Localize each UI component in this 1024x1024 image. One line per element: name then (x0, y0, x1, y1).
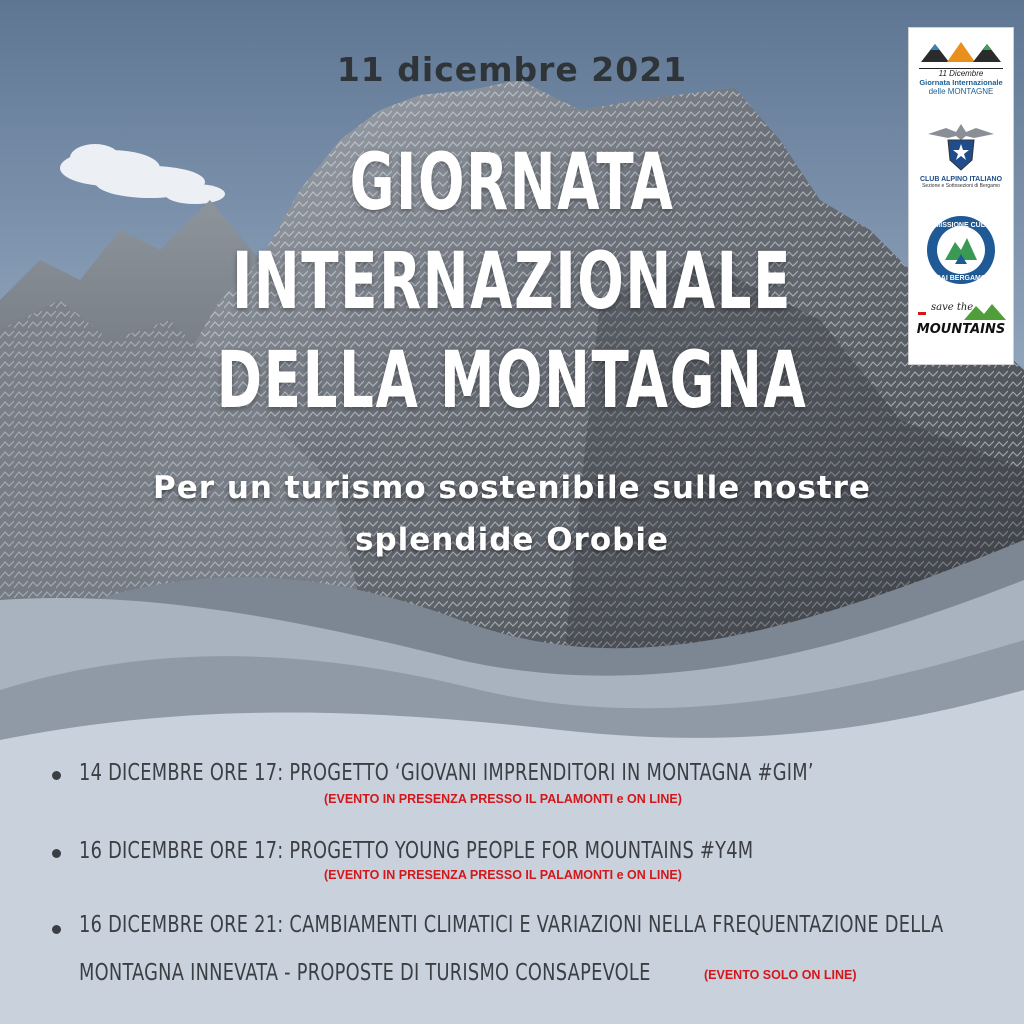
bullet-icon (52, 925, 61, 934)
event-date: 11 dicembre 2021 (336, 50, 688, 89)
subtitle-line-2: splendide Orobie (355, 522, 669, 558)
commissione-cultura-badge-icon (918, 214, 1004, 286)
logo2-line2: Sezione e Sottosezioni di Bergamo (922, 183, 1000, 189)
logo1-line2: Giornata Internazionale (919, 78, 1003, 87)
subtitle (40, 462, 984, 566)
save-the-mountains-logo (909, 300, 1013, 337)
cai-logo (909, 120, 1013, 189)
giornata-montagne-logo (909, 38, 1013, 96)
title-line-1: GIORNATA (349, 138, 675, 228)
event-1-text: 14 DICEMBRE ORE 17: PROGETTO ‘GIOVANI IMPRENDITORI IN MONTAGNA #GIM’ (79, 760, 814, 786)
bullet-icon (52, 849, 61, 858)
event-2-note: (EVENTO IN PRESENZA PRESSO IL PALAMONTI e ON LINE) (324, 868, 682, 882)
commissione-cultura-logo (909, 214, 1013, 290)
cai-eagle-icon (926, 120, 996, 172)
logo4-line1: save the (931, 302, 974, 313)
event-3-text-line1: 16 DICEMBRE ORE 21: CAMBIAMENTI CLIMATICI E VARIAZIONI NELLA FREQUENTAZIONE DELLA (79, 912, 944, 938)
logo3-line2: CAI BERGAMO (935, 275, 987, 282)
event-1-note: (EVENTO IN PRESENZA PRESSO IL PALAMONTI e ON LINE) (324, 792, 682, 806)
title-line-3: DELLA MONTAGNA (216, 336, 808, 426)
bullet-icon (52, 771, 61, 780)
title-line-2: INTERNAZIONALE (231, 237, 793, 327)
logo2-line1: CLUB ALPINO ITALIANO (919, 176, 1003, 183)
mountains-icon (919, 38, 1003, 64)
event-3-note: (EVENTO SOLO ON LINE) (704, 968, 857, 982)
logo1-line1: 11 Dicembre (919, 68, 1003, 78)
logo1-line3: delle MONTAGNE (928, 87, 994, 96)
subtitle-line-1: Per un turismo sostenibile sulle nostre (153, 470, 871, 506)
event-3-text-line2: MONTAGNA INNEVATA - PROPOSTE DI TURISMO CONSAPEVOLE (79, 960, 651, 986)
logo-panel (908, 27, 1014, 365)
logo3-line1: COMMISSIONE CULTURA (918, 222, 1004, 229)
event-2-text: 16 DICEMBRE ORE 17: PROGETTO YOUNG PEOPLE FOR MOUNTAINS #Y4M (79, 838, 754, 864)
logo4-line2: MOUNTAINS (916, 322, 1006, 337)
